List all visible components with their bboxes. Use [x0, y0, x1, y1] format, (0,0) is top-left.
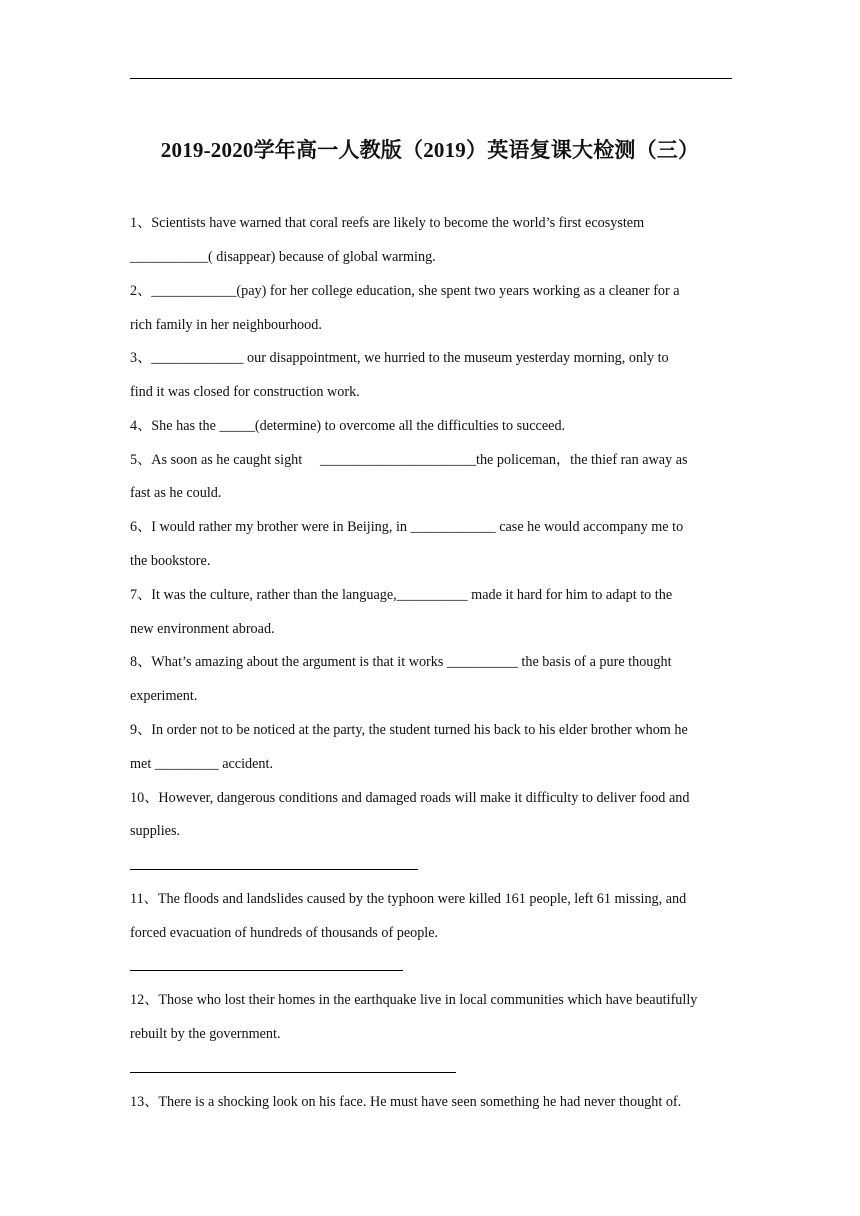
question-7-line-2: new environment abroad.	[130, 621, 275, 637]
question-4-line-1: 4、She has the _____(determine) to overcome all the difficulties to succeed.	[130, 418, 566, 434]
question-12-line-1: 12、Those who lost their homes in the earthquake live in local communities which have beautifully	[130, 992, 698, 1008]
question-10-line-2: supplies.	[130, 823, 181, 839]
question-8-line-1: 8、What’s amazing about the argument is that it works __________ the basis of a pure thought	[130, 654, 672, 670]
question-7-line-1: 7、It was the culture, rather than the language,__________ made it hard for him to adapt to the	[130, 587, 673, 603]
question-2-line-2: rich family in her neighbourhood.	[130, 317, 322, 333]
answer-line-12	[130, 1072, 456, 1073]
document-title: 2019-2020学年高一人教版（2019）英语复课大检测（三）	[160, 138, 700, 162]
question-9-line-2: met _________ accident.	[130, 756, 274, 772]
answer-line-11	[130, 970, 403, 971]
question-11-line-1: 11、The floods and landslides caused by the typhoon were killed 161 people, left 61 missing, and	[130, 891, 687, 907]
question-3-line-2: find it was closed for construction work.	[130, 384, 360, 400]
question-2-line-1: 2、____________(pay) for her college education, she spent two years working as a cleaner for a	[130, 283, 680, 299]
question-1-line-2: ___________( disappear) because of global warming.	[130, 249, 436, 265]
question-8-line-2: experiment.	[130, 688, 198, 704]
answer-line-10	[130, 869, 418, 870]
question-11-line-2: forced evacuation of hundreds of thousands of people.	[130, 925, 439, 941]
question-5-line-2: fast as he could.	[130, 485, 222, 501]
question-12-line-2: rebuilt by the government.	[130, 1026, 281, 1042]
header-rule	[130, 78, 732, 79]
question-9-line-1: 9、In order not to be noticed at the party, the student turned his back to his elder brother whom he	[130, 722, 688, 738]
question-1-line-1: 1、Scientists have warned that coral reefs are likely to become the world’s first ecosystem	[130, 215, 645, 231]
question-13-line-1: 13、There is a shocking look on his face. He must have seen something he had never thought of.	[130, 1094, 682, 1110]
question-6-line-1: 6、I would rather my brother were in Beijing, in ____________ case he would accompany me to	[130, 519, 684, 535]
question-3-line-1: 3、_____________ our disappointment, we hurried to the museum yesterday morning, only to	[130, 350, 669, 366]
question-10-line-1: 10、However, dangerous conditions and damaged roads will make it difficulty to deliver food and	[130, 790, 690, 806]
question-6-line-2: the bookstore.	[130, 553, 211, 569]
question-5-line-1: 5、As soon as he caught sight ______________________the policeman，the thief ran away as	[130, 452, 688, 468]
